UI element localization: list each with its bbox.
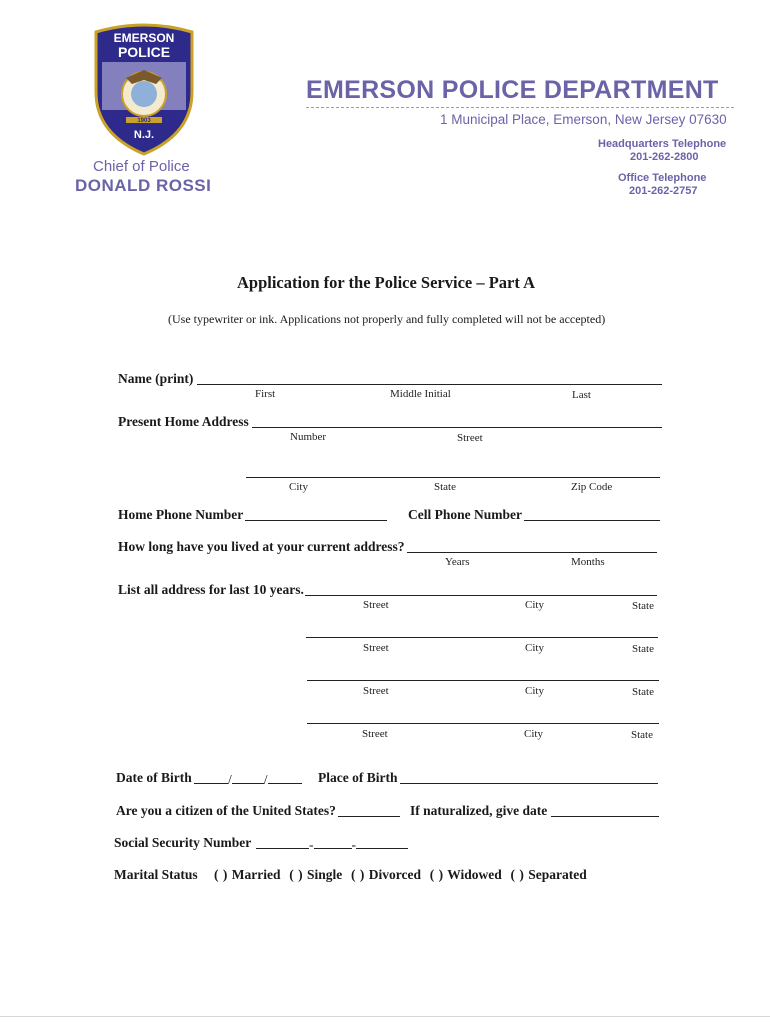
badge-middle-text: POLICE — [117, 44, 171, 60]
bottom-scan-edge — [0, 1016, 770, 1017]
cell-phone-field[interactable] — [524, 520, 660, 521]
department-address: 1 Municipal Place, Emerson, New Jersey 07630 — [440, 112, 727, 127]
marital-status-label: Marital Status — [114, 867, 198, 882]
citizen-field[interactable] — [338, 816, 400, 817]
ssn-field[interactable] — [256, 836, 408, 853]
address-label: Present Home Address — [118, 414, 249, 429]
prior-address-field-2[interactable] — [306, 637, 658, 638]
letterhead-rule — [306, 107, 734, 108]
badge-bottom-text: N.J. — [133, 129, 155, 141]
marital-option-separated[interactable]: ( ) Separated — [510, 867, 587, 882]
prior-state-caption: State — [632, 686, 654, 698]
dob-separator: / — [228, 772, 232, 787]
pob-field[interactable] — [400, 783, 658, 784]
hq-phone: 201-262-2800 — [630, 151, 699, 163]
ssn-part-3[interactable] — [356, 836, 408, 849]
marital-option-single[interactable]: ( ) Single — [289, 867, 343, 882]
prior-state-caption: State — [631, 729, 653, 741]
pob-label: Place of Birth — [318, 770, 398, 785]
dob-year[interactable] — [268, 771, 302, 784]
prior-state-caption: State — [632, 643, 654, 655]
marital-option-married[interactable]: ( ) Married — [214, 867, 281, 882]
chief-title: Chief of Police — [93, 158, 190, 175]
badge-year: 1903 — [137, 118, 151, 124]
name-field[interactable] — [197, 384, 662, 385]
prior-street-caption: Street — [362, 728, 388, 740]
ssn-part-2[interactable] — [314, 836, 352, 849]
naturalized-label: If naturalized, give date — [410, 803, 548, 818]
prior-city-caption: City — [525, 642, 544, 654]
cell-phone-label: Cell Phone Number — [408, 507, 522, 522]
prior-street-caption: Street — [363, 685, 389, 697]
prior-street-caption: Street — [363, 599, 389, 611]
dob-month[interactable] — [194, 771, 228, 784]
address-zip-caption: Zip Code — [571, 481, 613, 493]
chief-name: DONALD ROSSI — [75, 176, 212, 195]
name-middle-caption: Middle Initial — [390, 388, 451, 400]
how-long-label: How long have you lived at your current address? — [118, 539, 405, 554]
citizen-label: Are you a citizen of the United States? — [116, 803, 336, 818]
ssn-part-1[interactable] — [256, 836, 309, 849]
address-city-field[interactable] — [246, 477, 660, 478]
prior-street-caption: Street — [363, 642, 389, 654]
how-long-field[interactable] — [407, 552, 657, 553]
marital-option-divorced[interactable]: ( ) Divorced — [351, 867, 421, 882]
address-field[interactable] — [252, 427, 662, 428]
home-phone-label: Home Phone Number — [118, 507, 244, 522]
ssn-separator: - — [351, 837, 356, 852]
prior-address-field-1[interactable] — [305, 595, 657, 596]
marital-status-options — [214, 867, 587, 883]
prior-city-caption: City — [525, 599, 544, 611]
how-long-years-caption: Years — [445, 556, 470, 568]
home-phone-field[interactable] — [245, 520, 387, 521]
prior-state-caption: State — [632, 600, 654, 612]
dob-field[interactable] — [194, 771, 302, 788]
marital-option-widowed[interactable]: ( ) Widowed — [429, 867, 502, 882]
office-phone-label: Office Telephone — [618, 172, 707, 184]
prior-city-caption: City — [524, 728, 543, 740]
department-name: EMERSON POLICE DEPARTMENT — [306, 76, 719, 104]
name-last-caption: Last — [572, 389, 591, 401]
naturalized-date-field[interactable] — [551, 816, 659, 817]
address-city-caption: City — [289, 481, 308, 493]
badge-top-text: EMERSON — [113, 31, 175, 45]
address-number-caption: Number — [290, 431, 327, 443]
police-badge-logo — [88, 22, 200, 156]
form-title: Application for the Police Service – Part A — [237, 273, 536, 292]
dob-day[interactable] — [232, 771, 264, 784]
address-state-caption: State — [434, 481, 456, 493]
prior-addresses-label: List all address for last 10 years. — [118, 582, 304, 597]
ssn-separator: - — [309, 837, 314, 852]
address-street-caption: Street — [457, 432, 483, 444]
dob-label: Date of Birth — [116, 770, 192, 785]
office-phone: 201-262-2757 — [629, 185, 698, 197]
ssn-label: Social Security Number — [114, 835, 252, 850]
prior-city-caption: City — [525, 685, 544, 697]
name-label: Name (print) — [118, 371, 194, 386]
prior-address-field-4[interactable] — [307, 723, 659, 724]
prior-address-field-3[interactable] — [307, 680, 659, 681]
how-long-months-caption: Months — [571, 556, 605, 568]
hq-phone-label: Headquarters Telephone — [598, 138, 727, 150]
form-instructions: (Use typewriter or ink. Applications not properly and fully completed will not be accepted) — [168, 312, 606, 326]
name-first-caption: First — [255, 388, 276, 400]
dob-separator: / — [263, 772, 268, 787]
